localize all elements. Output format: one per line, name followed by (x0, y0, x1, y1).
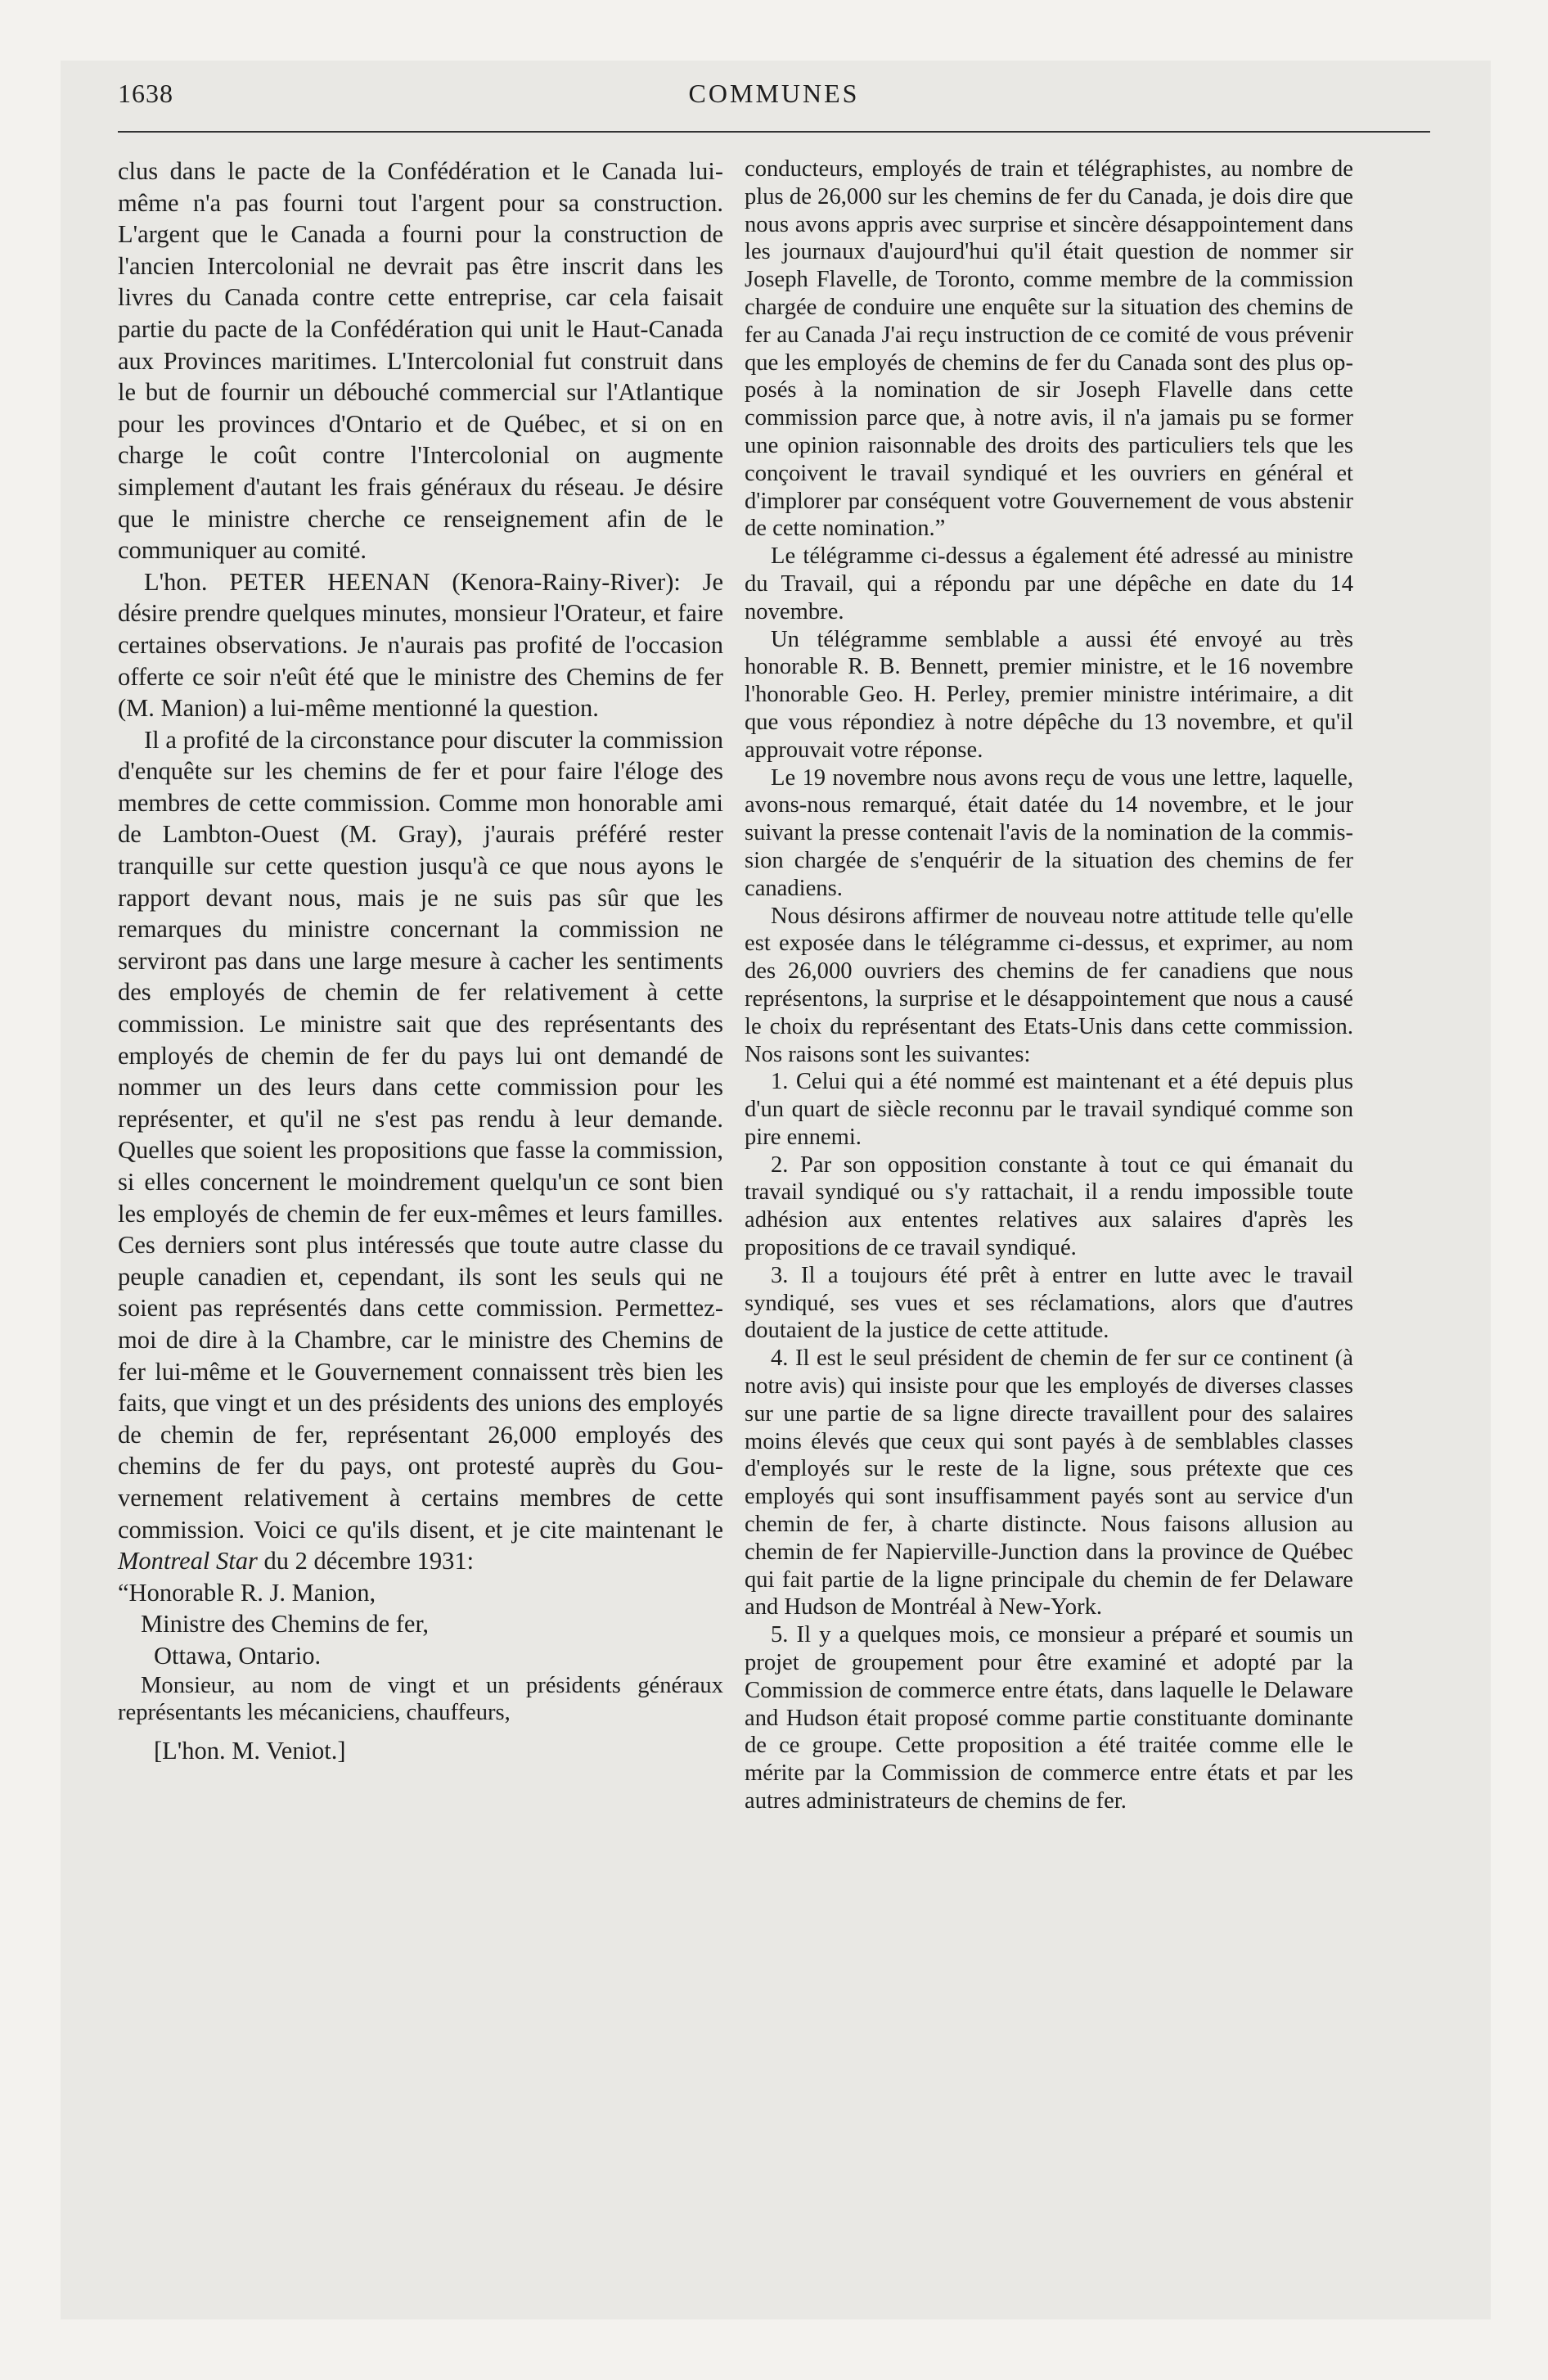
address-line: “Honorable R. J. Manion, (118, 1578, 376, 1607)
running-head: COMMUNES (688, 79, 860, 108)
quoted-paragraph: Le télégramme ci-dessus a également été adressé au ministre du Travail, qui a répondu par une dépêche en date du 14 novembre. (745, 543, 1353, 624)
quoted-paragraph: Nous désirons affirmer de nouveau notre attitude telle qu'elle est exposée dans le télégramme ci-dessus, et exprimer, au nom des 26,000 ouvriers des chemins de fer canadiens que nous représentons, la surprise et le désappointement que nous a causé le choix du représentant des Etats-Unis dans cette commission. Nos raisons sont les suivantes: (745, 903, 1353, 1067)
speaker-reference: [L'hon. M. Veniot.] (154, 1737, 346, 1765)
page-number: 1638 (118, 79, 173, 108)
right-column (745, 156, 1353, 1815)
page-header (118, 79, 1430, 113)
address-line: Ministre des Chemins de fer, (141, 1610, 430, 1639)
quoted-paragraph: conducteurs, employés de train et télégraphistes, au nombre de plus de 26,000 sur les chemins de fer du Canada, je dois dire que nous avons appris avec surprise et sincère désappointement dans les journaux d'aujourd'hui qu'il était question de nommer sir Joseph Flavelle, de Toronto, comme membre de la commission chargée de conduire une enquête sur la situation des chemins de fer au Canada J'ai reçu instruction de ce comité de vous prévenir que les employés de chemins de fer du Canada sont des plus opposés à la nomination de sir Joseph Flavelle dans cette commission parce que, à notre avis, il n'a jamais pu se former une opinion raisonnable des droits des particuliers tels que les conçoivent le travail syndiqué et les ouvriers en général et d'implorer par conséquent votre Gouvernement de vous abstenir de cette nomination.” (745, 156, 1353, 542)
list-item: 5. Il y a quelques mois, ce monsieur a préparé et soumis un projet de groupement pour être examiné et adopté par la Commission de commerce entre états, dans laquelle le Delaware and Hudson était proposé comme partie constituante dominante de ce groupe. Cette proposition a été traitée comme elle le mérite par la Commission de commerce entre états et par les autres administrateurs de chemins de fer. (745, 1622, 1353, 1814)
left-column (118, 156, 723, 1767)
paragraph-text: du 2 décembre 1931: (263, 1547, 475, 1575)
paragraph (118, 724, 723, 1577)
list-item: 4. Il est le seul président de chemin de fer sur ce continent (à notre avis) qui insiste pour que les employés de diverses classes sur une partie de sa ligne directe travaillent pour des salaires moins élevés que ceux qui sont payés à de semblables classes d'employés sur le reste de la ligne, sous prétexte que ces employés qui sont insuffisamment payés sont au service d'un chemin de fer, à charte distincte. Nous faisons allusion au chemin de fer Napierville-Junction dans la province de Québec qui fait partie de la ligne principale du chemin de fer Delaware and Hudson de Montréal à New-York. (745, 1346, 1353, 1620)
paragraph: clus dans le pacte de la Confédération et le Canada lui-même n'a pas fourni tout l'argent pour sa construction. L'argent que le Canada a fourni pour la construction de l'ancien Intercolonial ne devrait pas être inscrit dans les livres du Canada contre cette entreprise, car cela faisait partie du pacte de la Confédération qui unit le Haut-Canada aux Provinces maritimes. L'Intercolonial fut construit dans le but de fournir un débouché commercial sur l'Atlantique pour les provinces d'Ontario et de Québec, et si on en charge le coût contre l'Intercolonial on augmente simplement d'autant les frais généraux du réseau. Je désire que le ministre cherche ce renseignement afin de le communiquer au comité. (118, 157, 723, 565)
list-item: 3. Il a toujours été prêt à entrer en lutte avec le travail syndiqué, ses vues et ses réclamations, alors que d'autres doutaient de la justice de cette attitude. (745, 1262, 1353, 1344)
list-item: 2. Par son opposition constante à tout ce qui émanait du travail syndiqué ou s'y rattachait, il a rendu impossible toute adhésion aux ententes relatives aux salaires d'après les propositions de ce travail syndiqué. (745, 1152, 1353, 1261)
quoted-paragraph: Monsieur, au nom de vingt et un présidents généraux représentants les mécaniciens, chauffeurs, (118, 1672, 723, 1726)
header-rule (118, 131, 1430, 133)
quoted-paragraph: Un télégramme semblable a aussi été envoyé au très honorable R. B. Bennett, premier ministre, et le 16 novembre l'honorable Geo. H. Perley, premier ministre intérimaire, a dit que vous répondiez à notre dépêche du 13 novembre, et qu'il approuvait votre réponse. (745, 626, 1353, 763)
quoted-paragraph: Le 19 novembre nous avons reçu de vous une lettre, laquelle, avons-nous remarqué, était datée du 14 novembre, et le jour suivant la presse contenait l'avis de la nomination de la commission chargée de s'enquérir de la situation des chemins de fer canadiens. (745, 764, 1353, 901)
paragraph: L'hon. PETER HEENAN (Kenora-Rainy-River): Je désire prendre quelques minutes, monsieur l'Orateur, et faire certaines observations. Je n'aurais pas profité de l'occasion offerte ce soir n'eût été que le ministre des Chemins de fer (M. Manion) a lui-même mentionné la question. (118, 567, 723, 723)
address-line: Ottawa, Ontario. (154, 1641, 322, 1670)
paragraph-text: Il a profité de la circonstance pour discuter la commission d'enquête sur les chemins de fer et pour faire l'éloge des membres de cette commission. Comme mon honorable ami de Lambton-Ouest (M. Gray), j'aurais préféré rester tranquille sur cette question jusqu'à ce que nous ayons le rapport devant nous, mais je ne suis pas sûr que les remarques du ministre concernant la commission ne serviront pas dans une large mesure à cacher les sentiments des employés de chemin de fer relativement à cette commission. Le ministre sait que des représentants des employés de chemin de fer du pays lui ont demandé de nommer un des leurs dans cette commission pour les représenter, et qu'il ne s'est pas rendu à leur demande. Quelles que soient les propositions que fasse la commission, si elles concernent le moindrement quelqu'un ce sont bien les employés de chemin de fer eux-mêmes et leurs familles. Ces derniers sont plus intéressés que toute autre classe du peuple canadien et, cependant, ils sont les seuls qui ne soient pas représentés dans cette commission. Permettez-moi de dire à la Chambre, car le ministre des Chemins de fer lui-même et le Gouvernement connaissent très bien les faits, que vingt et un des présidents des unions des employés de chemin de fer, représentant 26,000 employés des chemins de fer du pays, ont protesté auprès du Gouvernement relativement à certains membres de cette commission. Voici ce qu'ils disent, et je cite maintenant le (118, 725, 723, 1544)
list-item: 1. Celui qui a été nommé est maintenant et a été depuis plus d'un quart de siècle reconnu par le travail syndiqué comme son pire ennemi. (745, 1069, 1353, 1150)
newspaper-title: Montreal Star (118, 1547, 258, 1575)
